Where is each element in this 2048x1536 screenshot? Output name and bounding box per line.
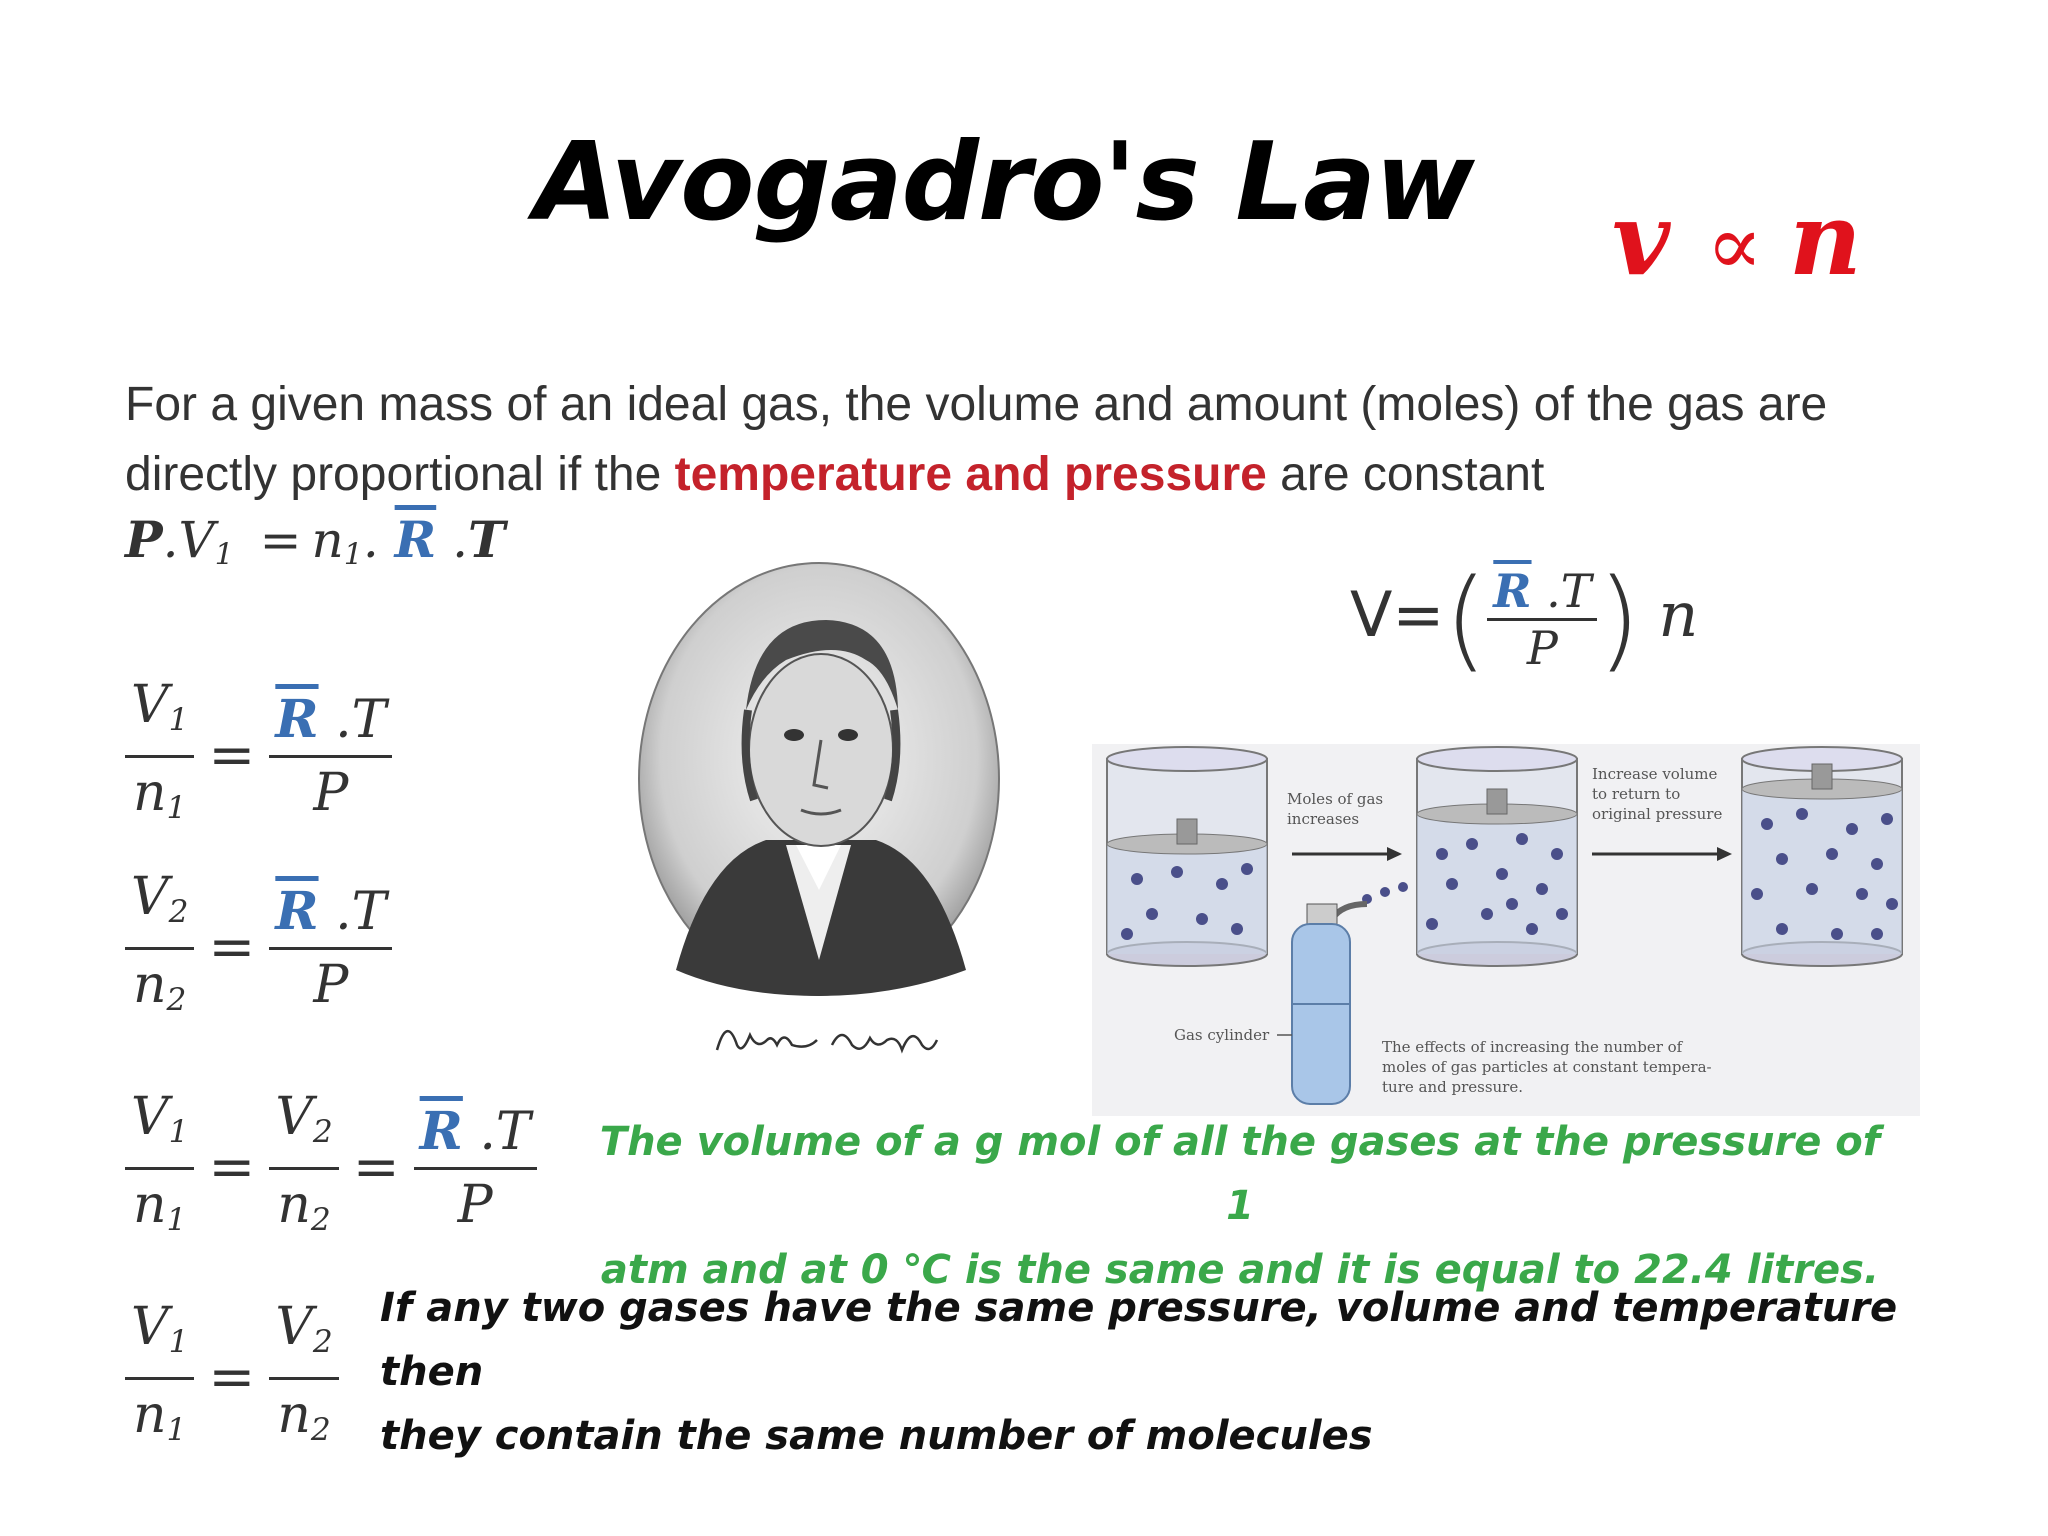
moles-symbol: n xyxy=(1788,180,1862,298)
moles-var: n xyxy=(277,1174,311,1235)
fraction-denominator: P xyxy=(313,954,349,1015)
subscript: 1 xyxy=(168,1323,189,1360)
avogadro-portrait xyxy=(636,560,1002,998)
fraction-numerator xyxy=(414,1097,537,1170)
subscript: 1 xyxy=(343,537,363,573)
diagram-label-moles-1: Moles of gas xyxy=(1287,790,1384,808)
moles-var: n xyxy=(133,954,167,1015)
diagram-label-moles-2: increases xyxy=(1287,810,1360,828)
fraction xyxy=(269,1292,338,1465)
gas-moles-diagram xyxy=(1092,744,1920,1116)
equation-combined xyxy=(125,1082,537,1255)
equals-sign: = xyxy=(208,1135,256,1201)
signature xyxy=(712,1010,942,1078)
law-statement-highlight: temperature and pressure xyxy=(674,448,1267,501)
avogadro-conclusion-line1: If any two gases have the same pressure, volume and temperature then xyxy=(380,1285,1898,1395)
fraction xyxy=(414,1097,537,1240)
fraction-numerator xyxy=(125,862,194,950)
diagram-caption-2: moles of gas particles at constant tempera- xyxy=(1382,1058,1712,1076)
slide-title-text: Avogadro's Law xyxy=(534,120,1474,245)
fraction-denominator xyxy=(125,950,194,1035)
fraction-denominator xyxy=(125,1380,194,1465)
moles-var: n xyxy=(277,1384,311,1445)
moles-var: n xyxy=(133,1384,167,1445)
equals-sign: = xyxy=(352,1135,400,1201)
dot: . xyxy=(436,511,468,569)
subscript: 2 xyxy=(168,893,189,930)
diagram-label-volume-1: Increase volume xyxy=(1592,765,1718,783)
equals-sign: = xyxy=(208,723,256,789)
fraction xyxy=(269,685,392,828)
fraction xyxy=(125,862,194,1035)
fraction-numerator xyxy=(1487,564,1597,621)
volume-lhs: V= xyxy=(1350,578,1445,652)
fraction xyxy=(269,877,392,1020)
avogadro-conclusion xyxy=(380,1276,1940,1468)
subscript: 2 xyxy=(312,1323,333,1360)
equals-sign: = xyxy=(208,915,256,981)
dot: . xyxy=(162,511,179,569)
volume-var: V xyxy=(131,867,169,927)
fraction xyxy=(125,1082,194,1255)
fraction-denominator xyxy=(269,1170,338,1255)
fraction-numerator xyxy=(269,1082,338,1170)
volume-var: V xyxy=(131,1087,169,1147)
gas-constant-symbol: $\overline{R}$ xyxy=(275,688,319,750)
subscript: 1 xyxy=(166,1411,187,1448)
fraction-numerator xyxy=(269,877,392,950)
gas-constant-symbol: $\overline{R}$ xyxy=(1493,563,1532,618)
subscript: 2 xyxy=(310,1201,331,1238)
fraction-denominator: P xyxy=(457,1174,493,1235)
fraction xyxy=(125,670,194,843)
subscript: 1 xyxy=(168,701,189,738)
gas-constant-symbol: $\overline{R}$ xyxy=(419,1100,463,1162)
equation-equal-ratio xyxy=(125,1292,339,1465)
diagram-label-volume-3: original pressure xyxy=(1592,805,1723,823)
fraction-numerator xyxy=(269,685,392,758)
fraction-numerator xyxy=(125,1082,194,1170)
right-paren: ) xyxy=(1597,555,1641,683)
moles-var: n xyxy=(133,762,167,823)
fraction-numerator xyxy=(125,670,194,758)
diagram-label-cylinder: Gas cylinder xyxy=(1174,1026,1270,1044)
volume-symbol: v xyxy=(1612,180,1671,298)
volume-var: V xyxy=(275,1297,313,1357)
dot: . xyxy=(362,511,379,569)
fraction-numerator xyxy=(125,1292,194,1380)
moles-var: n xyxy=(1658,578,1699,652)
ideal-gas-equation xyxy=(125,510,505,573)
volume-var: V xyxy=(178,511,215,569)
pressure-symbol: P xyxy=(125,510,163,569)
fraction-denominator: P xyxy=(1526,620,1558,675)
temperature-symbol: T xyxy=(468,510,506,569)
law-statement-part1: For a given mass of an ideal gas, the volume and amount (moles) of the gas are directly proportional if the xyxy=(125,378,1828,501)
subscript: 1 xyxy=(166,1201,187,1238)
numerator-rest: .T xyxy=(462,1101,531,1162)
volume-var: V xyxy=(131,1297,169,1357)
volume-var: V xyxy=(131,675,169,735)
left-paren: ( xyxy=(1444,555,1488,683)
fraction-denominator xyxy=(125,1170,194,1255)
equals-sign: = xyxy=(208,1345,256,1411)
subscript: 2 xyxy=(166,981,187,1018)
subscript: 1 xyxy=(168,1113,189,1150)
molar-volume-fact xyxy=(580,1110,1900,1302)
fraction-numerator xyxy=(269,1292,338,1380)
diagram-caption-3: ture and pressure. xyxy=(1382,1078,1523,1096)
volume-formula xyxy=(1350,555,1698,683)
signature-image xyxy=(712,1010,942,1070)
molar-volume-fact-line2: atm and at 0 ℃ is the same and it is equal to 22.4 litres. xyxy=(600,1247,1880,1293)
moles-var: n xyxy=(311,511,344,569)
fraction-denominator xyxy=(125,758,194,843)
subscript: 1 xyxy=(166,789,187,826)
avogadro-conclusion-line2: they contain the same number of molecules xyxy=(380,1413,1373,1459)
molar-volume-fact-line1: The volume of a g mol of all the gases at the pressure of 1 xyxy=(599,1119,1881,1229)
proportional-symbol: ∝ xyxy=(1706,196,1763,294)
volume-var: V xyxy=(275,1087,313,1147)
subscript: 2 xyxy=(312,1113,333,1150)
proportionality-formula xyxy=(1612,180,1862,298)
numerator-rest: .T xyxy=(318,689,387,750)
fraction xyxy=(1487,564,1597,675)
subscript: 1 xyxy=(214,537,234,573)
fraction xyxy=(269,1082,338,1255)
numerator-rest: .T xyxy=(1531,563,1592,618)
numerator-rest: .T xyxy=(318,881,387,942)
fraction-denominator xyxy=(269,1380,338,1465)
moles-var: n xyxy=(133,1174,167,1235)
law-statement-part2: are constant xyxy=(1266,448,1545,501)
gas-constant-symbol: $\overline{R}$ xyxy=(394,510,437,569)
gas-constant-symbol: $\overline{R}$ xyxy=(275,880,319,942)
equation-state-2 xyxy=(125,862,392,1035)
diagram-caption-1: The effects of increasing the number of xyxy=(1382,1038,1683,1056)
fraction xyxy=(125,1292,194,1465)
law-statement xyxy=(125,370,1905,510)
diagram-label-volume-2: to return to xyxy=(1592,785,1681,803)
equation-state-1 xyxy=(125,670,392,843)
fraction-denominator: P xyxy=(313,762,349,823)
equals-sign: = xyxy=(259,511,302,569)
subscript: 2 xyxy=(310,1411,331,1448)
